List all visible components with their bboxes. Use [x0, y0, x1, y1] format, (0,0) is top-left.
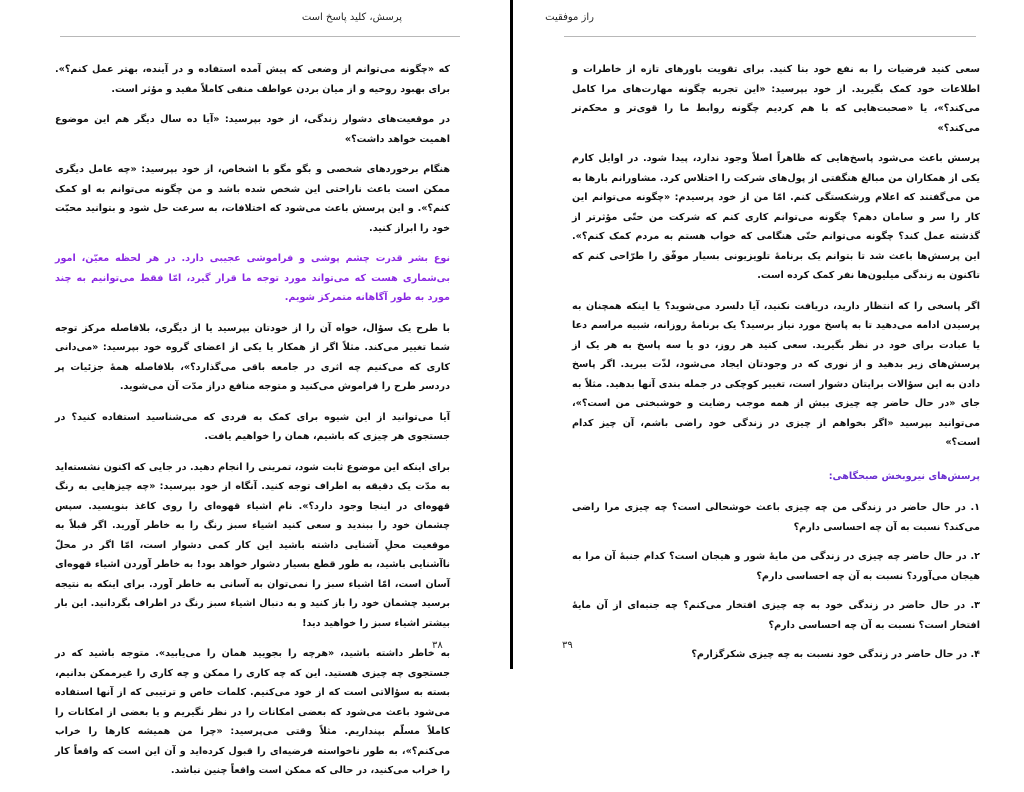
- page-number-right: ۳۹: [562, 640, 573, 651]
- right-page: [514, 0, 1024, 669]
- header-rule-right: [564, 36, 976, 37]
- right-page-body: [572, 60, 980, 675]
- paragraph: که «چگونه می‌توانم از وضعی که پیش آمده استفاده و در آینده، بهتر عمل کنم؟». برای بهبود روحیه و از میان بردن عواطف منفی کاملاً مفید و مؤثر است.: [55, 64, 450, 95]
- running-head-left: پرسش، کلید پاسخ است: [301, 12, 402, 23]
- question-item: ۳. در حال حاضر در زندگی خود به چه چیزی افتخار می‌کنم؟ چه جنبه‌ای از آن مایهٔ افتخار است؟ نسبت به آن چه احساسی دارم؟: [572, 600, 980, 631]
- paragraph: اگر پاسخی را که انتظار دارید، دریافت نکنید، آیا دلسرد می‌شوید؟ یا اینکه همچنان به پرسیدن ادامه می‌دهید تا به پاسخ مورد نیاز برسید؟ یک برنامهٔ روزانه، شبیه مراسم دعا یا عبادت برای خود در نظر بگیرید. سعی کنید هر روز، دو یا سه پاسخ به هر یک از پرسش‌های زیر بدهید و از نوری که در وجودتان ایجاد می‌شود، لذّت ببرید. اگر پاسخ دادن به این سؤالات برایتان دشوار است، تغییر کوچکی در جمله بندی آنها بدهید. مثلاً به جای «در حال حاضر چه چیزی بیش از همه موجب رضایت و خوشبختی من است؟»، می‌توانید بپرسید «اگر بخواهم از چیزی در زندگی خود راضی باشم، آن چیز کدام است؟»: [572, 300, 980, 448]
- page-gutter: [510, 0, 513, 669]
- paragraph: در موقعیت‌های دشوار زندگی، از خود بپرسید: «آیا ده سال دیگر هم این موضوع اهمیت خواهد داشت؟»: [55, 114, 450, 145]
- question-item: ۴. در حال حاضر در زندگی خود نسبت به چه چیزی شکرگزارم؟: [691, 649, 980, 660]
- paragraph: هنگام برخوردهای شخصی و بگو مگو با اشخاص، از خود بپرسید: «چه عامل دیگری ممکن است باعث ناراحتی این شخص شده باشد و من چگونه می‌توانم به او کمک کنم؟». و این پرسش باعث می‌شود که اختلافات، به سرعت حل شود و بتوانید محبّت خود را ابراز کنید.: [55, 164, 450, 234]
- running-head-right: راز موفقیت: [545, 12, 594, 23]
- section-heading: پرسش‌های نیروبخش صبحگاهی:: [828, 470, 980, 482]
- paragraph: برای اینکه این موضوع ثابت شود، تمرینی را انجام دهید. در جایی که اکنون نشسته‌اید به مدّت یک دقیقه به اطراف توجه کنید. آنگاه از خود بپرسید: «چه چیزهایی به رنگ قهوه‌ای در اینجا وجود دارد؟». نام اشیاء قهوه‌ای را روی کاغذ بنویسید. سپس چشمان خود را ببندید و سعی کنید اشیاء سبز رنگ را به خاطر آورید. اگر قبلاً به موقعیت محلِ آشنایی داشته باشید این کار کمی دشوار است، امّا اگر در محلّ ناآشنایی باشید، به طور قطع بسیار دشوار خواهد بود! به خاطر آوردن اشیاء قهوه‌ای آسان است، امّا اشیاء سبز را نمی‌توان به آسانی به خاطر آورد. برای اینکه به نتیجه برسید چشمان خود را باز کنید و به دنبال اشیاء سبز رنگ در اطراف بگردانید. این بار بیشتر اشیاء سبز را خواهید دید!: [55, 461, 450, 629]
- page-number-left: ۳۸: [432, 640, 443, 651]
- highlighted-paragraph: نوع بشر قدرت چشم پوشی و فراموشی عجیبی دارد. در هر لحظه معیّن، امور بی‌شماری هست که می‌تواند مورد توجه ما قرار گیرد، امّا فقط می‌توانیم به چند مورد به طور آگاهانه متمرکز شویم.: [55, 253, 450, 303]
- left-page-body: [55, 60, 450, 792]
- paragraph: آیا می‌توانید از این شیوه برای کمک به فردی که می‌شناسید استفاده کنید؟ در جستجوی هر چیزی که باشیم، همان را خواهیم یافت.: [55, 411, 450, 442]
- question-item: ۲. در حال حاضر چه چیزی در زندگی من مایهٔ شور و هیجان است؟ کدام جنبهٔ آن مرا به هیجان می‌آورد؟ نسبت به آن چه احساسی دارم؟: [572, 551, 980, 582]
- paragraph: سعی کنید فرضیات را به نفع خود بنا کنید. برای تقویت باورهای تازه از خاطرات و اطلاعات خود کمک بگیرید. از خود بپرسید: «این تجربه چگونه مهارت‌های مرا کامل می‌کند؟»، یا «صحبت‌هایی که با هم کردیم چگونه روابط ما را قوی‌تر و محکم‌تر می‌کند؟»: [572, 64, 980, 134]
- paragraph: با طرح یک سؤال، خواه آن را از خودتان بپرسید یا از دیگری، بلافاصله مرکز توجه شما تغییر می‌کند. مثلاً اگر از همکار یا یکی از اعضای گروه خود بپرسید: «می‌دانی کاری که می‌کنیم چه اثری در جامعه باقی می‌گذارد؟»، بلافاصله همهٔ جزئیات پر دردسر طرح را فراموش می‌کنید و متوجه منافع دراز مدّت آن می‌شوید.: [55, 322, 450, 392]
- question-item: ۱. در حال حاضر در زندگی من چه چیزی باعث خوشحالی است؟ چه چیزی مرا راضی می‌کند؟ نسبت به آن چه احساسی دارم؟: [572, 502, 980, 533]
- paragraph: پرسش باعث می‌شود پاسخ‌هایی که ظاهراً اصلاً وجود ندارد، پیدا شود. در اوایل کارم یکی از همکاران من مبالغ هنگفتی از پول‌های شرکت را اختلاس کرد. مشاورانم بارها به من می‌گفتند که اعلام ورشکستگی کنم. امّا من از خود پرسیدم: «چگونه می‌توانم این کار را سر و سامان دهم؟ چگونه می‌توانم کاری کنم که شرکت من حتّی مؤثرتر از گذشته عمل کند؟ چگونه می‌توانم حتّی هنگامی که خواب هستم به مردم کمک کنم؟». این پرسش‌ها باعث شد تا بتوانم یک برنامهٔ تلویزیونی بسیار موفّق را طرّاحی کنم که تاکنون به زندگی میلیون‌ها نفر کمک کرده است.: [572, 153, 980, 281]
- left-page: [0, 0, 512, 776]
- paragraph: به خاطر داشته باشید، «هرچه را بجویید همان را می‌یابید». متوجه باشید که در جستجوی چه چیزی هستید. این که چه کاری را ممکن و چه کاری را غیرممکن بدانیم، بسته به سؤالاتی است که از خود می‌کنیم. کلمات خاص و ترتیبی که از آنها استفاده می‌شود باعث می‌شود که بعضی امکانات را در نظر نگیریم و یا بعضی از امکانات را کاملاً مسلّم بپنداریم. مثلاً وقتی می‌پرسید: «چرا من همیشه کارها را خراب می‌کنم؟»، به طور ناخواسته فرضیه‌ای را قبول کرده‌اید و آن این است که واقعاً کار را خراب می‌کنید، در حالی که ممکن است واقعاً چنین نباشد.: [55, 648, 450, 776]
- header-rule-left: [60, 36, 460, 37]
